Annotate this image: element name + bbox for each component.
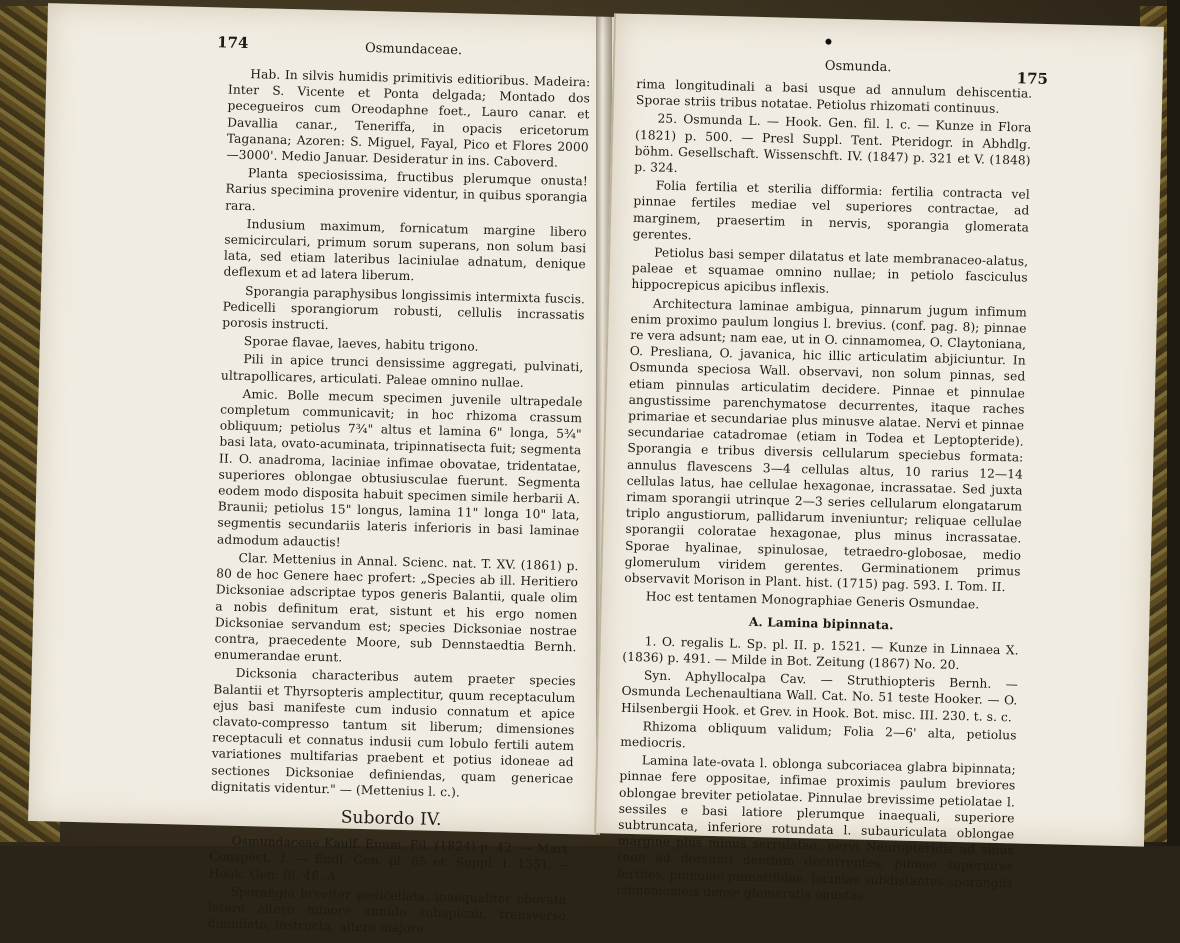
page-edge-shadow [1167,0,1180,846]
paragraph: Amic. Bolle mecum specimen juvenile ultrapedale completum communicavit; in hoc rhizoma crassum obliquum; petiolus 7¾" altus et lamina 6" longa, 5¾" basi lata, ovato-acuminata, tripinnatisecta fuit; segmenta II. O. anadroma, laciniae infimae obovatae, tridentatae, superiores oblongae obtusiusculae fuerunt. Segmenta eodem modo disposita habuit specimen simile herbarii A. Braunii; petiolus 15" longus, lamina 11" longa 10" lata, segmentis secundariis lateris inferioris in basi laminae admodum adauctis! [216,386,583,550]
paragraph: Folia fertilia et sterilia difformia: fertilia contracta vel pinnae fertiles mediae vel superiores contractae, ad marginem, praesertim in nervis, sporangia glomerata gerentes. [632,178,1030,243]
paragraph: Indusium maximum, fornicatum margine libero semicirculari, primum sorum superans, non solum basi lata, sed etiam lateribus laciniulae adnatum, denique deflexum et ad latera liberum. [223,216,587,284]
paragraph: Petiolus basi semper dilatatus et late membranaceo-alatus, paleae et squamae omnino nullae; in petiolo fasciculus hippocrepicus apicibus inflexis. [631,245,1029,297]
paragraph: Hoc est tentamen Monographiae Generis Osmundae. [645,589,980,612]
paragraph: Sporangia breviter pedicellata, inaequaliter obovata, latere altero minore annulo subapicali, transverso, dimidiato, instructa, altero majore [207,884,571,936]
ink-dot [825,39,831,45]
paragraph: Sporangia paraphysibus longissimis intermixta fuscis. Pedicelli sporangiorum robusti, cellulis incrassatis porosis instructi. [222,283,586,333]
species-paragraph: 1. O. regalis L. Sp. pl. II. p. 1521. — Kunze in Linnaea X. (1836) p. 491. — Milde in Bot. Zeitung (1867) No. 20. [622,634,1019,672]
left-page-number: 174 [216,33,249,53]
section-title: Subordo IV. [340,807,442,830]
subsection-title: A. Lamina bipinnata. [748,614,894,632]
right-page [594,13,1164,903]
paragraph: Planta speciosissima, fructibus plerumque onusta! Rarius specimina provenire videntur, in quibus sporangia rara. [225,166,589,213]
right-page-number: 175 [1016,69,1049,89]
paragraph: Hab. In silvis humidis primitivis editioribus. Madeira: Inter S. Vicente et Ponta delgada; Montado dos pecegueiros cum Oreodaphne foet., Lauro canar. et Davallia canar., Teneriffa, in opacis ericetorum Taganana; Azoren: S. Miguel, Fayal, Pico et Flores 2000—3000'. Medio Januar. Desideratur in ins. Caboverd. [226,67,591,170]
family-paragraph: Osmundaceae Kaulf. Enum. Fil. (1824) p. 42. — Mart. Conspect. 3. — Endl. Gen. pl. 65 et. Suppl. I. 1351. — Hook. Gen. fil. 46. A. [208,834,572,884]
paragraph: Rhizoma obliquum validum; Folia 2—6' alta, petiolus mediocris. [620,719,1017,751]
left-running-head: Osmundaceae. [364,40,463,59]
paragraph: Architectura laminae ambigua, pinnarum jugum infimum enim proximo paulum longius l. brevius. (conf. pag. 8); pinnae re vera adsunt; nam eae, ut in O. cinnamomea, O. Claytoniana, O. Presliana, O. javanica, hic illic articulatim abjiciuntur. In Osmunda speciosa Wall. observavi, non solum pinnas, sed etiam pinnulas articulatim decidere. Pinnae et pinnulae angustissime parenchymatose decurrentes, itaque raches primariae et secundariae plus minusve alatae. Nervi et pinnae secundariae catadromae (etiam in Todea et Leptopteride). Sporangia e tribus diversis cellularum speciebus formata: annulus flavescens 3—4 cellulas altus, 10 rarius 12—14 cellulas latus, hae cellulae hexagonae, incrassatae. Sed juxta rimam sporangii utrinque 2—3 series cellularum elongatarum triplo angustiorum, pallidarum inveniuntur; reliquae cellulae sporangii coloratae hexagonae, plus minus incrassatae. Sporae hyalinae, spinulosae, tetraedro-globosae, medio glomerulum viridem gerentes. Germinationem primus observavit Morison in Plant. hist. (1715) pag. 593. I. Tom. II. [624,296,1028,595]
paragraph: Dicksonia characteribus autem praeter species Balantii et Thyrsopteris amplectitur, quum receptaculum ejus basi manifeste cum indusio connatum et apice clavato-compresso tantum sit liberum; dimensiones receptaculi et connatus indusii cum lobulo fertili autem variationes multifarias praebent et potius idoneae ad sectiones Dicksoniae definiendas, quam genericae dignitatis videntur." — (Mettenius l. c.). [210,666,576,800]
paragraph: Lamina late-ovata l. oblonga subcoriacea glabra bipinnata; pinnae fere oppositae, infimae proximis paulum breviores oblongae breviter petiolatae. Pinnulae brevissime petiolatae l. sessiles e basi latiore plerumque inaequali, superiore subtruncata, inferiore rotundata l. subauriculata oblongae margine plus minus serrulatae; nervi Neuropteridis ad sinus (non ad dorsum) dentium decurrentes; pinnae superiores fertiles, pinnulae pinnatifidae, laciniae subdistantes sporangiis cinnamomeis dense glomeratis onustae. [616,753,1016,903]
right-text-block [616,76,1032,909]
paragraph: Syn. Aphyllocalpa Cav. — Struthiopteris Bernh. — Osmunda Lechenaultiana Wall. Cat. No. 51 teste Hooker. — O. Hilsenbergii Hook. et Grev. in Hook. Bot. misc. III. 230. t. s. c. [620,668,1018,724]
left-text-block [207,66,590,943]
left-page [28,3,620,936]
paragraph: rima longitudinali a basi usque ad annulum dehiscentia. Sporae striis tribus notatae. Petiolus rhizomati continuus. [635,76,1033,117]
paragraph: Sporae flavae, laeves, habitu trigono. [243,334,479,355]
genus-paragraph: 25. Osmunda L. — Hook. Gen. fil. l. c. — Kunze in Flora (1821) p. 500. — Presl Suppl. Tent. Pteridogr. in Abhdlg. böhm. Gesellschaft. Wissenschft. IV. (1847) p. 321 et V. (1848) p. 324. [634,111,1032,176]
right-running-head: Osmunda. [824,58,892,76]
paragraph: Clar. Mettenius in Annal. Scienc. nat. T. XV. (1861) p. 80 de hoc Genere haec profert: „Species ab ill. Heritiero Dicksoniae adscriptae typos generis Balantii, quale olim a nobis definitum erat, sistunt et his ergo nomen Dicksoniae servandum est; species Dicksoniae nostrae contra, praecedente Moore, sub Dennstaedtia Bernh. enumerandae erunt. [214,550,579,665]
paragraph: Pili in apice trunci densissime aggregati, pulvinati, ultrapollicares, articulati. Paleae omnino nullae. [220,352,584,390]
